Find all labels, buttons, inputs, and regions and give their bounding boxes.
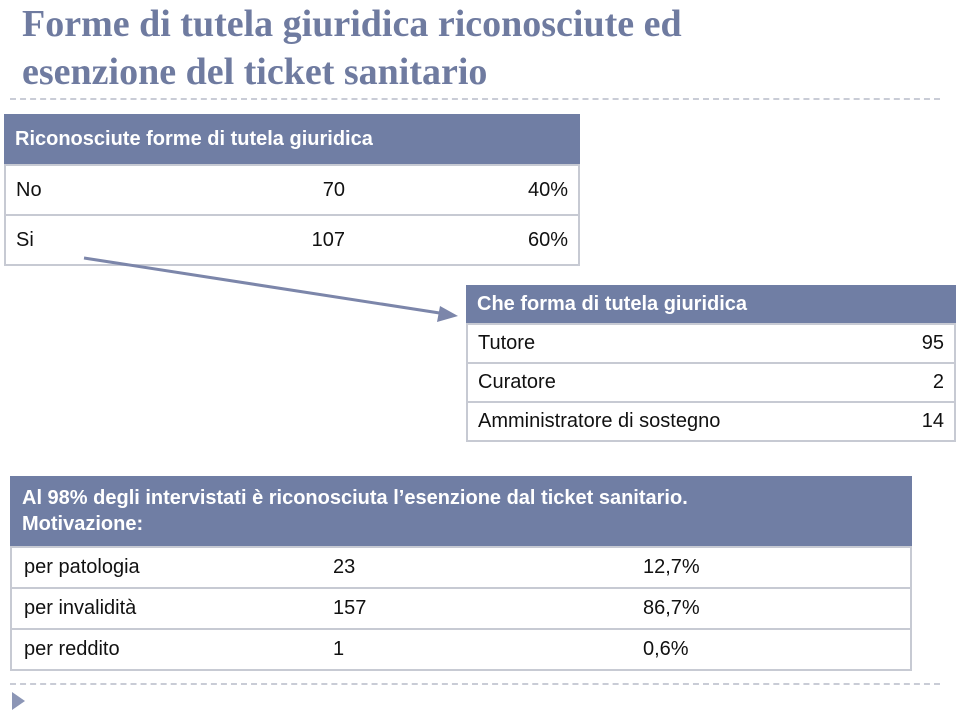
table3-header xyxy=(10,476,912,546)
table3-header-line-1: Al 98% degli intervistati è riconosciuta l’esenzione dal ticket sanitario. xyxy=(22,487,688,509)
row-count: 23 xyxy=(321,547,631,588)
bullet-triangle-icon xyxy=(12,692,25,710)
table-protection-type xyxy=(466,323,956,442)
table-row xyxy=(467,363,955,402)
table-row xyxy=(467,402,955,441)
table-row xyxy=(11,588,911,629)
row-label: per invalidità xyxy=(11,588,321,629)
row-percent: 12,7% xyxy=(631,547,911,588)
row-percent: 40% xyxy=(355,165,579,215)
row-count: 1 xyxy=(321,629,631,670)
row-count: 157 xyxy=(321,588,631,629)
row-percent: 0,6% xyxy=(631,629,911,670)
row-percent: 60% xyxy=(355,215,579,265)
row-label: Curatore xyxy=(467,363,875,402)
row-count: 2 xyxy=(875,363,955,402)
row-count: 70 xyxy=(255,165,355,215)
row-label: Tutore xyxy=(467,324,875,363)
row-label: Amministratore di sostegno xyxy=(467,402,875,441)
row-label: No xyxy=(5,165,255,215)
row-label: per patologia xyxy=(11,547,321,588)
table-row xyxy=(11,547,911,588)
table2-header: Che forma di tutela giuridica xyxy=(466,285,956,323)
slide-title-line-1: Forme di tutela giuridica riconosciute ed xyxy=(22,3,682,45)
row-count: 95 xyxy=(875,324,955,363)
table-row xyxy=(467,324,955,363)
table1-header: Riconosciute forme di tutela giuridica xyxy=(4,114,580,164)
row-count: 14 xyxy=(875,402,955,441)
row-label: Si xyxy=(5,215,255,265)
slide-title-line-2: esenzione del ticket sanitario xyxy=(22,51,488,93)
table-row xyxy=(11,629,911,670)
row-count: 107 xyxy=(255,215,355,265)
row-label: per reddito xyxy=(11,629,321,670)
table3-header-line-2: Motivazione: xyxy=(22,513,144,535)
table-exemption-reasons xyxy=(10,546,912,671)
row-percent: 86,7% xyxy=(631,588,911,629)
